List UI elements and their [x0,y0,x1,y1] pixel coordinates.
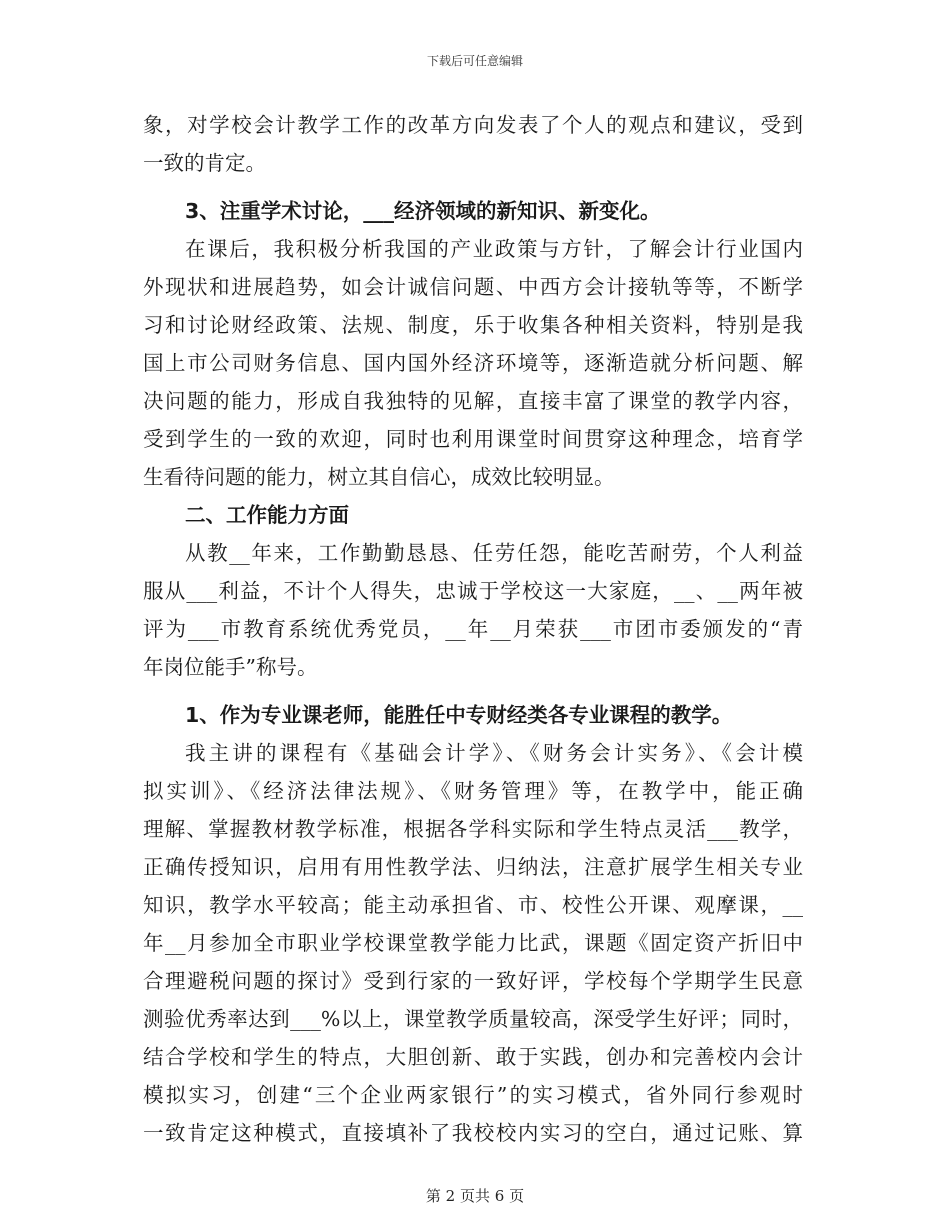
body-line: 生看待问题的能力，树立其自信心，成效比较明显。 [143,465,615,489]
body-line: 模拟实习，创建“三个企业两家银行”的实习模式，省外同行参观时 [143,1083,803,1107]
body-line: 年__月参加全市职业学校课堂教学能力比武，课题《固定资产折旧中 [143,931,803,955]
body-line: 服从___利益，不计个人得失，忠诚于学校这一大家庭，__、__两年被 [143,579,803,603]
document-body [143,106,803,1152]
body-line: 外现状和进展趋势，如会计诚信问题、中西方会计接轨等等，不断学 [143,275,803,299]
body-line: 合理避税问题的探讨》受到行家的一致好评，学校每个学期学生民意 [143,969,803,993]
page-number-footer: 第 2 页共 6 页 [425,1187,525,1205]
body-line: 受到学生的一致的欢迎，同时也利用课堂时间贯穿这种理念，培育学 [143,427,803,451]
body-line: 拟实训》、《经济法律法规》、《财务管理》等，在教学中，能正确 [143,779,803,803]
body-line: 测验优秀率达到___%以上，课堂教学质量较高，深受学生好评；同时， [143,1007,803,1031]
body-line: 年岗位能手”称号。 [143,655,318,679]
body-line: 一致肯定这种模式，直接填补了我校校内实习的空白，通过记账、算 [143,1121,803,1145]
body-line: 象，对学校会计教学工作的改革方向发表了个人的观点和建议，受到 [143,113,803,137]
section-heading: 二、工作能力方面 [185,503,349,527]
body-line: 正确传授知识，启用有用性教学法、归纳法，注意扩展学生相关专业 [143,855,803,879]
page-header: 下载后可任意编辑 [426,54,523,68]
body-line: 习和讨论财经政策、法规、制度，乐于收集各种相关资料，特别是我 [143,313,803,337]
section-heading: 3、注重学术讨论，___经济领域的新知识、新变化。 [185,199,661,223]
body-line: 一致的肯定。 [143,151,266,175]
section-heading: 1、作为专业课老师，能胜任中专财经类各专业课程的教学。 [185,703,733,727]
body-line: 结合学校和学生的特点，大胆创新、敢于实践，创办和完善校内会计 [143,1045,803,1069]
body-line: 决问题的能力，形成自我独特的见解，直接丰富了课堂的教学内容， [143,389,803,413]
body-line: 在课后，我积极分析我国的产业政策与方针，了解会计行业国内 [185,237,803,261]
body-line: 从教__年来，工作勤勤恳恳、任劳任怨，能吃苦耐劳，个人利益 [185,541,803,565]
body-line: 知识，教学水平较高；能主动承担省、市、校性公开课、观摩课，__ [143,893,803,917]
body-line: 国上市公司财务信息、国内国外经济环境等，逐渐造就分析问题、解 [143,351,803,375]
body-line: 我主讲的课程有《基础会计学》、《财务会计实务》、《会计模 [185,741,803,765]
body-line: 评为___市教育系统优秀党员，__年__月荣获___市团市委颁发的“青 [143,617,803,641]
body-line: 理解、掌握教材教学标准，根据各学科实际和学生特点灵活___教学， [143,817,803,841]
